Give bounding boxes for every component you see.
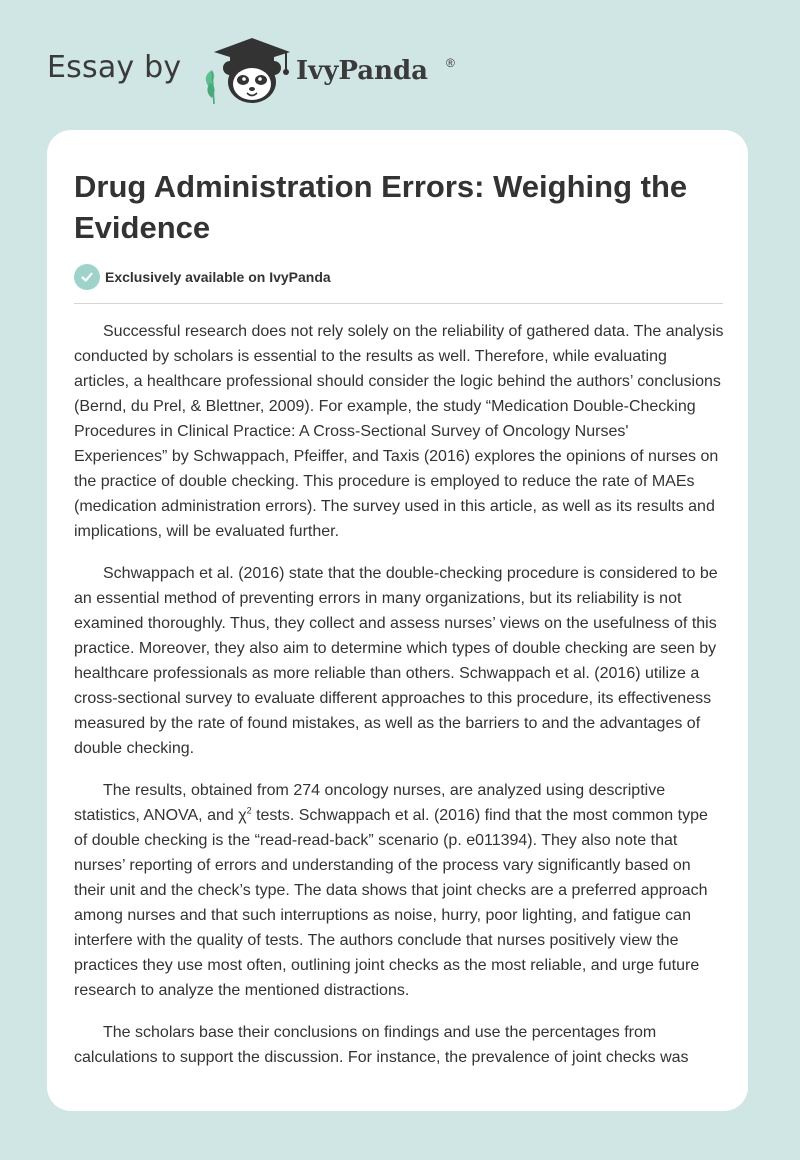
paragraph-3 bbox=[74, 778, 724, 1003]
registered-mark: ® bbox=[446, 56, 455, 70]
essay-body bbox=[74, 319, 724, 1087]
site-header bbox=[0, 0, 800, 120]
superscript-two: 2 bbox=[246, 805, 252, 816]
essay-by-label: Essay by bbox=[47, 50, 182, 85]
paragraph-3-text-after: tests. Schwappach et al. (2016) find that the most common type of double checking is the “read-read-back” scenario (p. e011394). They also note that nurses’ reporting of errors and understanding of the process vary significantly based on their unit and the check’s type. The data shows that joint checks are a preferred approach among nurses and that such interruptions as noise, hurry, poor lighting, and fatigue can interfere with the quality of tests. The authors conclude that nurses positively view the practices they use most often, outlining joint checks as the most reliable, and urge future research to analyze the mentioned distractions. bbox=[74, 807, 708, 999]
essay-card bbox=[47, 130, 748, 1111]
paragraph-4: The scholars base their conclusions on findings and use the percentages from calculations to support the discussion. For instance, the prevalence of joint checks was bbox=[74, 1024, 689, 1066]
paragraph-2: Schwappach et al. (2016) state that the double-checking procedure is considered to be an essential method of preventing errors in many organizations, but its reliability is not examined thoroughly. Thus, they collect and assess nurses’ views on the usefulness of this practice. Moreover, they also aim to determine which types of double checking are seen by healthcare professionals as more reliable than others. Schwappach et al. (2016) utilize a cross-sectional survey to evaluate different approaches to this procedure, its effectiveness measured by the rate of found mistakes, as well as the barriers to and the advantages of double checking. bbox=[74, 565, 718, 757]
exclusive-badge bbox=[74, 264, 331, 290]
check-icon bbox=[74, 264, 100, 290]
panda-graduate-icon[interactable] bbox=[200, 36, 292, 108]
paragraph-3-text-before: The results, obtained from 274 oncology nurses, are analyzed using descriptive statistics, ANOVA, and χ bbox=[74, 782, 666, 824]
paragraph-1: Successful research does not rely solely on the reliability of gathered data. The analysis conducted by scholars is essential to the results as well. Therefore, while evaluating articles, a healthcare professional should consider the logic behind the authors’ conclusions (Bernd, du Prel, & Blettner, 2009). For example, the study “Medication Double-Checking Procedures in Clinical Practice: A Cross-Sectional Survey of Oncology Nurses' Experiences” by Schwappach, Pfeiffer, and Taxis (2016) explores the opinions of nurses on the practice of double checking. This procedure is employed to reduce the rate of MAEs (medication administration errors). The survey used in this article, as well as its results and implications, will be evaluated further. bbox=[74, 323, 724, 540]
essay-title: Drug Administration Errors: Weighing the Evidence bbox=[74, 169, 688, 245]
exclusive-badge-label: Exclusively available on IvyPanda bbox=[105, 269, 331, 285]
divider bbox=[74, 303, 723, 304]
brand-name[interactable]: IvyPanda bbox=[296, 56, 429, 86]
